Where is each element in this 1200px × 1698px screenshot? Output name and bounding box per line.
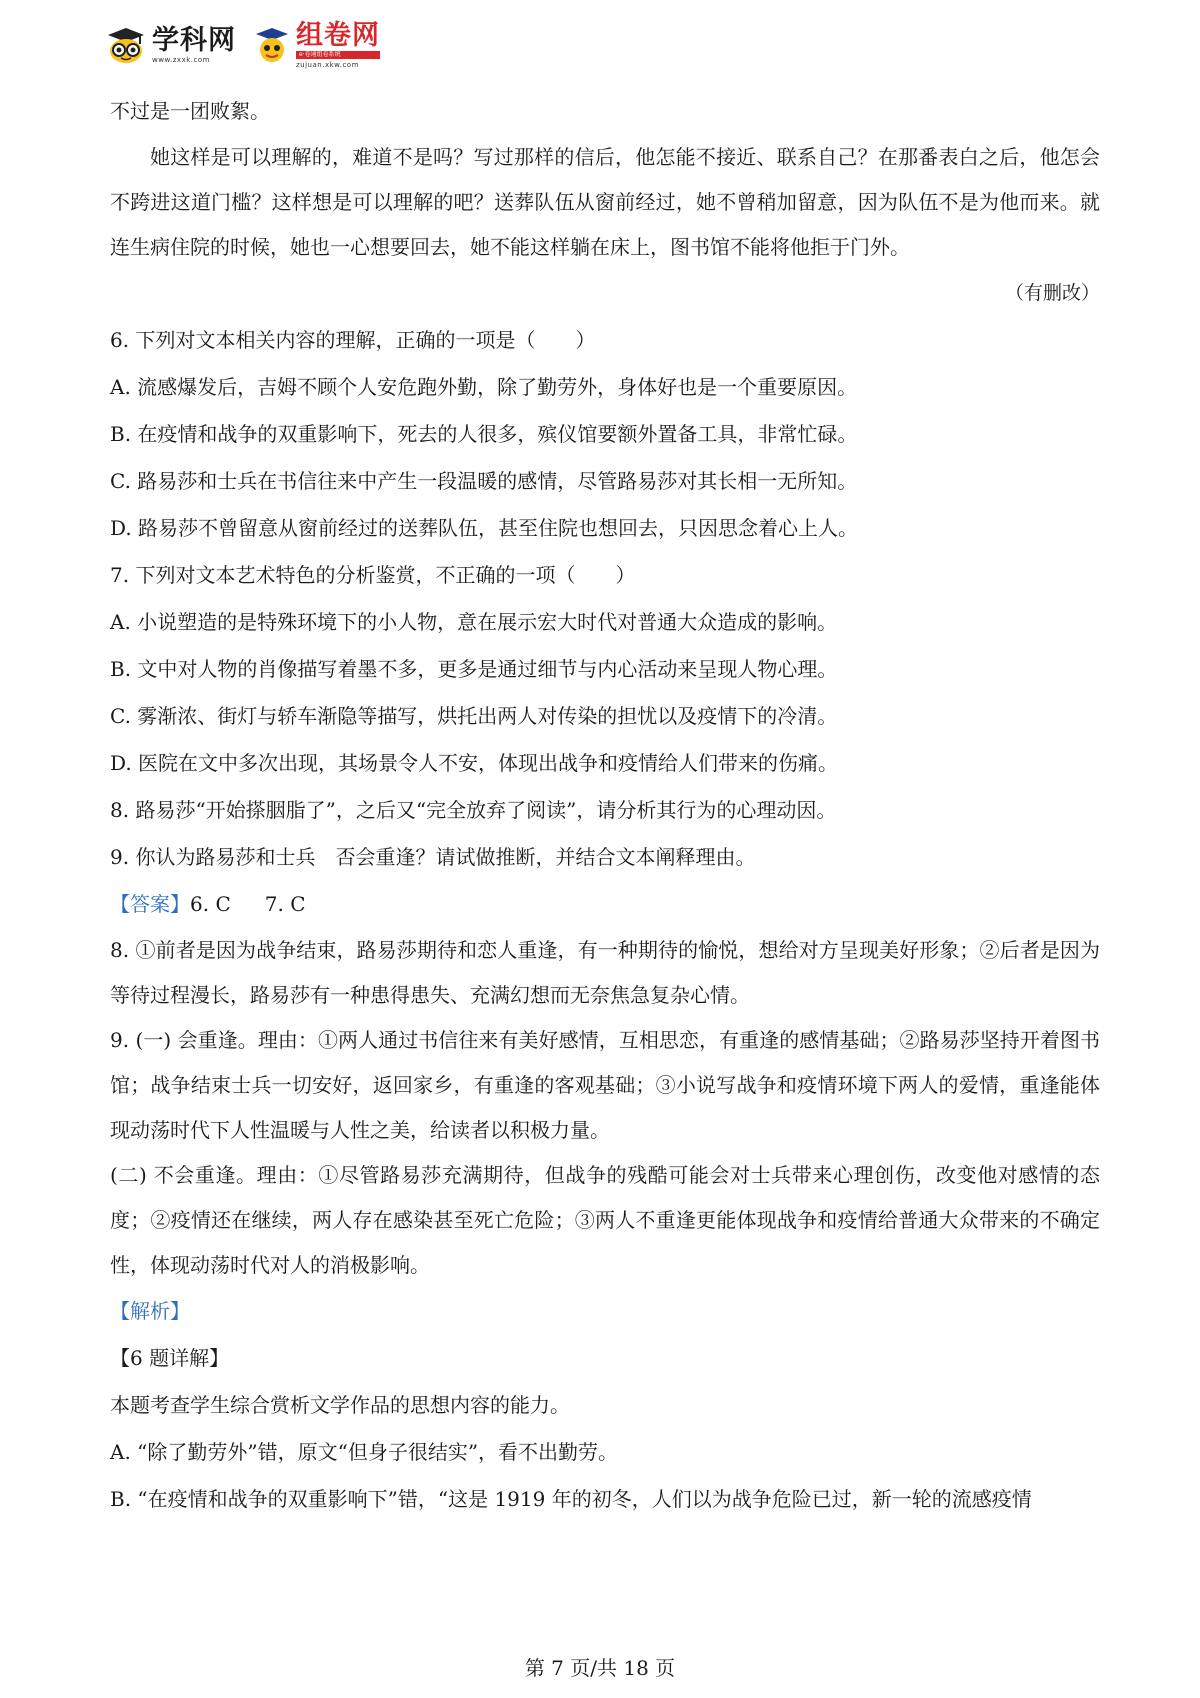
passage-note: （有删改）: [1004, 282, 1100, 304]
zxxk-logo-text: 学科网: [152, 24, 236, 56]
question-6-option-a: A. 流感爆发后，吉姆不顾个人安危跑外勤，除了勤劳外，身体好也是一个重要原因。: [110, 375, 858, 399]
question-6-option-d: D. 路易莎不曾留意从窗前经过的送葬队伍，甚至住院也想回去，只因思念着心上人。: [110, 516, 859, 540]
passage-line: 不过是一团败絮。: [110, 99, 270, 123]
question-9: 9. 你认为路易莎和士兵 否会重逢？请试做推断，并结合文本阐释理由。: [110, 845, 756, 869]
answer-9-part-2: (二) 不会重逢。理由：①尽管路易莎充满期待，但战争的残酷可能会对士兵带来心理创伤，改变他对感情的态度；②疫情还在继续，两人存在感染甚至死亡危险；③两人不重逢更能体现战争和疫情给普通大众带来的不确定性，体现动荡时代对人的消极影响。: [110, 1163, 1100, 1277]
analysis-label: 【解析】: [110, 1299, 190, 1323]
analysis-intro: 本题考查学生综合赏析文学作品的思想内容的能力。: [110, 1393, 570, 1417]
zujuan-logo[interactable]: [254, 19, 380, 69]
zujuan-logo-text: 组卷网: [296, 19, 380, 51]
analysis-option-b: B. “在疫情和战争的双重影响下”错，“这是 1919 年的初冬，人们以为战争危险已过，新一轮的流感疫情: [110, 1487, 1032, 1511]
page-number: 第 7 页/共 18 页: [524, 1656, 676, 1680]
question-6-option-b: B. 在疫情和战争的双重影响下，死去的人很多，殡仪馆要额外置备工具，非常忙碌。: [110, 422, 858, 446]
question-7-option-d: D. 医院在文中多次出现，其场景令人不安，体现出战争和疫情给人们带来的伤痛。: [110, 751, 839, 775]
document-body: [110, 88, 1100, 1523]
analysis-q6-heading: 【6 题详解】: [110, 1346, 230, 1370]
answer-8: 8. ①前者是因为战争结束，路易莎期待和恋人重逢，有一种期待的愉悦，想给对方呈现美好形象；②后者是因为等待过程漫长，路易莎有一种患得患失、充满幻想而无奈焦急复杂心情。: [110, 938, 1100, 1007]
question-7: 7. 下列对文本艺术特色的分析鉴赏，不正确的一项（ ）: [110, 563, 636, 587]
answer-6: 6. C: [190, 892, 231, 916]
zxxk-logo-url: www.zxxk.com: [152, 55, 210, 64]
zujuan-logo-url: zujuan.xkw.com: [296, 60, 359, 69]
question-7-option-a: A. 小说塑造的是特殊环境下的小人物，意在展示宏大时代对普通大众造成的影响。: [110, 610, 838, 634]
zxxk-mascot-icon: [106, 26, 146, 64]
zujuan-logo-badge: e·卷通组卷系统: [296, 51, 380, 59]
question-6-option-c: C. 路易莎和士兵在书信往来中产生一段温暖的感情，尽管路易莎对其长相一无所知。: [110, 469, 858, 493]
answer-label: 【答案】: [110, 892, 190, 916]
zujuan-mascot-icon: [254, 26, 290, 64]
answer-7: 7. C: [264, 892, 306, 916]
page-header: [106, 20, 380, 70]
zxxk-logo[interactable]: [106, 26, 236, 64]
answer-line: [110, 881, 1100, 928]
answer-9-part-1: 9. (一) 会重逢。理由：①两人通过书信往来有美好感情，互相思恋，有重逢的感情基础；②路易莎坚持开着图书馆；战争结束士兵一切安好，返回家乡，有重逢的客观基础；③小说写战争和疫情环境下两人的爱情，重逢能体现动荡时代下人性温暖与人性之美，给读者以积极力量。: [110, 1028, 1100, 1142]
question-6: 6. 下列对文本相关内容的理解，正确的一项是（ ）: [110, 328, 596, 352]
question-7-option-c: C. 雾渐浓、街灯与轿车渐隐等描写，烘托出两人对传染的担忧以及疫情下的冷清。: [110, 704, 838, 728]
passage-paragraph: 她这样是可以理解的，难道不是吗？写过那样的信后，他怎能不接近、联系自己？在那番表白之后，他怎会不跨进这道门槛？这样想是可以理解的吧？送葬队伍从窗前经过，她不曾稍加留意，因为队伍不是为他而来。就连生病住院的时候，她也一心想要回去，她不能这样躺在床上，图书馆不能将他拒于门外。: [110, 145, 1100, 259]
question-8: 8. 路易莎“开始搽胭脂了”，之后又“完全放弃了阅读”，请分析其行为的心理动因。: [110, 798, 837, 822]
analysis-option-a: A. “除了勤劳外”错，原文“但身子很结实”，看不出勤劳。: [110, 1440, 619, 1464]
question-7-option-b: B. 文中对人物的肖像描写着墨不多，更多是通过细节与内心活动来呈现人物心理。: [110, 657, 838, 681]
